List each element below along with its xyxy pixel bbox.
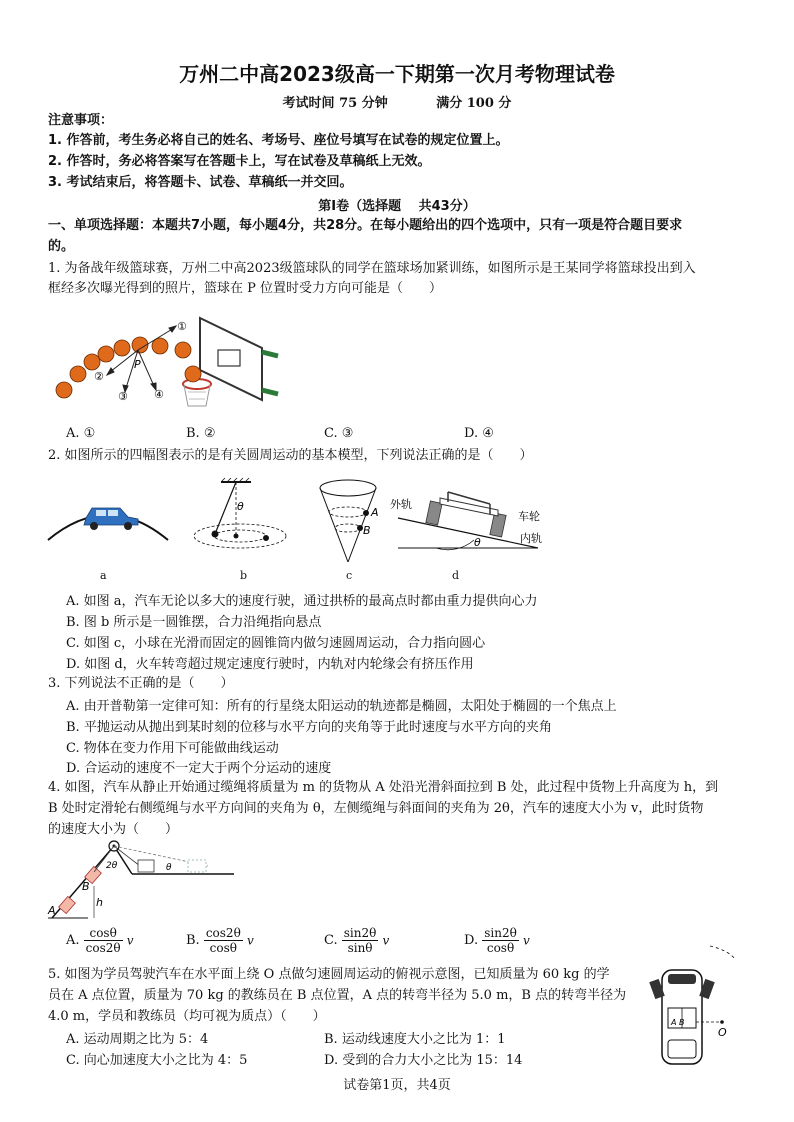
q4-option-c-fraction bbox=[342, 926, 379, 955]
part1-heading: 第Ⅰ卷（选择题 共43分） bbox=[318, 199, 476, 214]
q4-option-d-fraction bbox=[482, 926, 519, 955]
q4-option-d[interactable] bbox=[464, 926, 530, 955]
q2-caption-d: d bbox=[452, 569, 460, 582]
q4-label-a: A bbox=[48, 904, 56, 917]
q2-figure-b-conical-pendulum bbox=[185, 478, 295, 558]
q4-option-d-letter: D. bbox=[464, 933, 479, 948]
q1-option-c[interactable]: C. ③ bbox=[324, 426, 354, 441]
q4-option-a[interactable] bbox=[66, 926, 134, 955]
q4-option-a-v: v bbox=[126, 933, 134, 948]
q4-option-c-denominator: sinθ bbox=[347, 941, 373, 955]
note-item-1: 1. 作答前，考生务必将自己的姓名、考场号、座位号填写在试卷的规定位置上。 bbox=[48, 133, 509, 148]
q5-stem-line1: 5. 如图为学员驾驶汽车在水平面上绕 O 点做匀速圆周运动的俯视示意图，已知质量为 60 kg 的学 bbox=[48, 967, 610, 982]
q1-arrow-label-3: ③ bbox=[118, 390, 128, 403]
q4-option-c-numerator: sin2θ bbox=[343, 926, 377, 940]
q2-option-a[interactable]: A. 如图 a，汽车无论以多大的速度行驶，通过拱桥的最高点时都由重力提供向心力 bbox=[66, 594, 538, 609]
q5-stem-line3: 4.0 m，学员和教练员（均可视为质点）（ ） bbox=[48, 1009, 326, 1024]
q1-option-a[interactable]: A. ① bbox=[66, 426, 96, 441]
q5-label-ab: A B bbox=[671, 1018, 685, 1027]
q5-option-d[interactable]: D. 受到的合力大小之比为 15：14 bbox=[324, 1053, 523, 1068]
q1-option-d[interactable]: D. ④ bbox=[464, 426, 494, 441]
q4-option-d-v: v bbox=[522, 933, 530, 948]
q4-option-b-fraction bbox=[204, 926, 243, 955]
exam-score: 满分 100 分 bbox=[436, 96, 512, 111]
q2-b-theta: θ bbox=[237, 500, 244, 513]
q2-d-outer-rail: 外轨 bbox=[390, 498, 412, 511]
q4-option-c[interactable] bbox=[324, 926, 389, 955]
q4-label-b: B bbox=[82, 880, 90, 893]
q2-caption-c: c bbox=[346, 569, 353, 582]
q2-caption-b: b bbox=[240, 569, 248, 582]
q4-label-2theta: 2θ bbox=[106, 861, 118, 871]
q4-stem-line3: 的速度大小为（ ） bbox=[48, 822, 179, 837]
notes-heading: 注意事项： bbox=[48, 113, 114, 128]
q4-option-b-v: v bbox=[246, 933, 254, 948]
q3-option-a[interactable]: A. 由开普勒第一定律可知：所有的行星绕太阳运动的轨迹都是椭圆，太阳处于椭圆的一个焦点上 bbox=[66, 699, 617, 714]
q2-option-c[interactable]: C. 如图 c，小球在光滑而固定的圆锥筒内做匀速圆周运动，合力指向圆心 bbox=[66, 636, 486, 651]
section-instruction-2: 的。 bbox=[48, 239, 75, 254]
q1-basketball-figure bbox=[50, 312, 280, 417]
q4-option-a-letter: A. bbox=[66, 933, 80, 948]
q2-stem: 2. 如图所示的四幅图表示的是有关圆周运动的基本模型，下列说法正确的是（ ） bbox=[48, 448, 533, 463]
q4-stem-line1: 4. 如图，汽车从静止开始通过缆绳将质量为 m 的货物从 A 处沿光滑斜面拉到 B 处，此过程中货物上升高度为 h，到 bbox=[48, 780, 719, 795]
q4-pulley-figure bbox=[48, 838, 238, 923]
section-instruction-1: 一、单项选择题：本题共7小题，每小题4分，共28分。在每小题给出的四个选项中，只有一项是符合题目要求 bbox=[48, 218, 683, 233]
q1-option-b[interactable]: B. ② bbox=[186, 426, 216, 441]
q4-option-d-numerator: sin2θ bbox=[484, 926, 517, 940]
q3-stem: 3. 下列说法不正确的是（ ） bbox=[48, 676, 234, 691]
note-item-2: 2. 作答时，务必将答案写在答题卡上，写在试卷及草稿纸上无效。 bbox=[48, 154, 431, 169]
q2-figure-d-train-rail bbox=[388, 482, 558, 552]
q1-stem-line2: 框经多次曝光得到的照片，篮球在 P 位置时受力方向可能是（ ） bbox=[48, 281, 443, 296]
q3-option-d[interactable]: D. 合运动的速度不一定大于两个分运动的速度 bbox=[66, 761, 332, 776]
q5-option-a[interactable]: A. 运动周期之比为 5：4 bbox=[66, 1032, 209, 1047]
q1-arrow-label-4: ④ bbox=[154, 388, 164, 401]
q2-figure-a-car-bridge bbox=[48, 488, 168, 548]
q2-option-d[interactable]: D. 如图 d，火车转弯超过规定速度行驶时，内轨对内轮缘会有挤压作用 bbox=[66, 657, 474, 672]
q5-car-top-view-figure bbox=[650, 944, 750, 1069]
q4-option-b-denominator: cosθ bbox=[209, 941, 237, 955]
q2-option-b[interactable]: B. 图 b 所示是一圆锥摆，合力沿绳指向悬点 bbox=[66, 615, 322, 630]
q4-option-b-numerator: cos2θ bbox=[205, 926, 241, 940]
q4-option-a-fraction bbox=[84, 926, 123, 955]
q2-d-theta: θ bbox=[474, 536, 481, 549]
q5-label-o: O bbox=[718, 1026, 727, 1039]
q2-d-wheel: 车轮 bbox=[518, 510, 540, 523]
q4-label-theta: θ bbox=[166, 863, 172, 873]
q4-option-b[interactable] bbox=[186, 926, 254, 955]
exam-title: 万州二中高2023级高一下期第一次月考物理试卷 bbox=[179, 62, 615, 86]
q2-c-label-a: A bbox=[371, 506, 379, 519]
q4-option-c-letter: C. bbox=[324, 933, 338, 948]
exam-time: 考试时间 75 分钟 bbox=[282, 96, 388, 111]
q5-stem-line2: 员在 A 点位置，质量为 70 kg 的教练员在 B 点位置，A 点的转弯半径为 5.0 m，B 点的转弯半径为 bbox=[48, 988, 627, 1003]
q2-c-label-b: B bbox=[363, 524, 371, 537]
q1-point-p: P bbox=[134, 358, 141, 371]
q4-option-a-denominator: cos2θ bbox=[85, 941, 121, 955]
q5-option-c[interactable]: C. 向心加速度大小之比为 4：5 bbox=[66, 1053, 248, 1068]
note-item-3: 3. 考试结束后，将答题卡、试卷、草稿纸一并交回。 bbox=[48, 175, 353, 190]
q2-figure-c-cone bbox=[312, 476, 392, 566]
q1-arrow-label-2: ② bbox=[94, 370, 104, 383]
page-footer: 试卷第1页，共4页 bbox=[343, 1078, 451, 1093]
q5-option-b[interactable]: B. 运动线速度大小之比为 1：1 bbox=[324, 1032, 506, 1047]
q4-stem-line2: B 处时定滑轮右侧缆绳与水平方向间的夹角为 θ，左侧缆绳与斜面间的夹角为 2θ，汽车的速度大小为 v，此时货物 bbox=[48, 801, 704, 816]
q3-option-b[interactable]: B. 平抛运动从抛出到某时刻的位移与水平方向的夹角等于此时速度与水平方向的夹角 bbox=[66, 720, 552, 735]
q1-stem-line1: 1. 为备战年级篮球赛，万州二中高2023级篮球队的同学在篮球场加紧训练，如图所示是王某同学将篮球投出到入 bbox=[48, 261, 696, 276]
q4-option-b-letter: B. bbox=[186, 933, 200, 948]
q4-option-c-v: v bbox=[382, 933, 390, 948]
q2-d-inner-rail: 内轨 bbox=[520, 532, 542, 545]
q3-option-c[interactable]: C. 物体在变力作用下可能做曲线运动 bbox=[66, 741, 279, 756]
q4-option-d-denominator: cosθ bbox=[486, 941, 515, 955]
exam-info bbox=[0, 92, 794, 111]
q4-label-h: h bbox=[96, 896, 103, 909]
q4-option-a-numerator: cosθ bbox=[84, 926, 123, 941]
q2-caption-a: a bbox=[100, 569, 107, 582]
q1-arrow-label-1: ① bbox=[177, 320, 187, 333]
